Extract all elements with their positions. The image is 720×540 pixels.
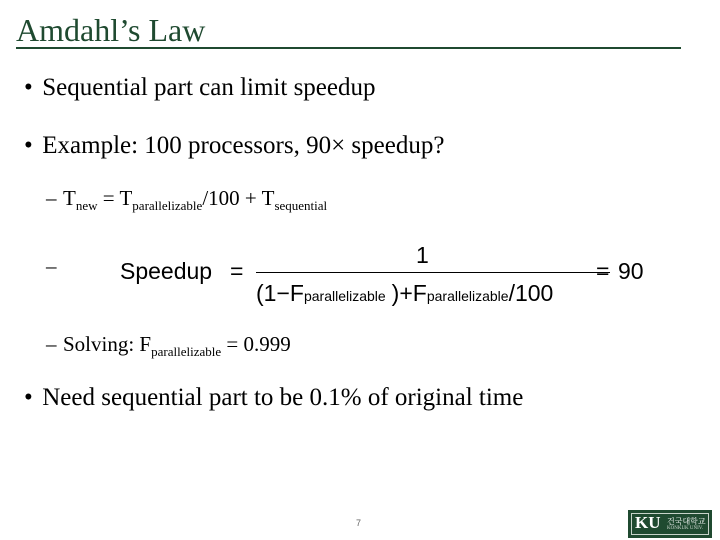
- dash-marker: –: [46, 186, 57, 210]
- den-plus: +: [399, 280, 413, 306]
- bullet-text: Example: 100 processors, 90× speedup?: [42, 132, 445, 159]
- slide-title: Amdahl’s Law: [16, 12, 206, 48]
- bullet-sequential-fraction: [24, 382, 523, 414]
- den-div: /100: [508, 280, 554, 306]
- university-logo: [628, 510, 712, 538]
- den-f2-subscript: parallelizable: [426, 288, 509, 304]
- title-underline: [16, 47, 681, 49]
- formula-result: 90: [618, 258, 644, 284]
- t-subscript-parallelizable: parallelizable: [132, 198, 203, 213]
- dash-marker: –: [46, 332, 57, 356]
- dash-marker: –: [46, 254, 57, 278]
- den-f1-subscript: parallelizable: [303, 288, 386, 304]
- sub-tnew-equation: [46, 184, 327, 220]
- bullet-text: Sequential part can limit speedup: [42, 74, 376, 101]
- bullet-marker: •: [24, 74, 33, 101]
- den-minus: −: [276, 280, 290, 306]
- fraction-bar: [256, 272, 610, 273]
- logo-name: 건국대학교: [667, 517, 706, 526]
- sub-formula-marker: [46, 252, 63, 280]
- formula-denominator: [256, 280, 553, 307]
- bullet-marker: •: [24, 384, 33, 411]
- logo-mark: KU: [635, 513, 661, 532]
- formula-speedup-label: Speedup: [120, 258, 213, 284]
- den-close: ): [391, 280, 400, 306]
- sub-solving: [46, 330, 291, 366]
- bullet-text: Need sequential part to be 0.1% of original time: [42, 384, 524, 411]
- equals-t: = T: [97, 186, 133, 210]
- solving-subscript: parallelizable: [151, 344, 222, 359]
- t-symbol: T: [63, 186, 76, 210]
- bullet-sequential-limit: [24, 72, 376, 104]
- solving-prefix: Solving: F: [63, 332, 152, 356]
- logo-subtitle: KONKUK UNIV.: [667, 526, 704, 531]
- t-subscript-new: new: [75, 198, 98, 213]
- page-number: 7: [356, 518, 362, 528]
- t-subscript-sequential: sequential: [274, 198, 328, 213]
- den-f1: F: [289, 280, 304, 306]
- bullet-example: [24, 130, 444, 162]
- formula-equals-left: =: [230, 258, 244, 284]
- formula-numerator: 1: [416, 242, 429, 268]
- div-plus-t: /100 + T: [202, 186, 275, 210]
- bullet-marker: •: [24, 132, 33, 159]
- den-f2: F: [412, 280, 427, 306]
- den-open: (1: [256, 280, 277, 306]
- solving-result: = 0.999: [221, 332, 291, 356]
- formula-equals-right: =: [596, 258, 610, 284]
- speedup-formula: [120, 242, 660, 312]
